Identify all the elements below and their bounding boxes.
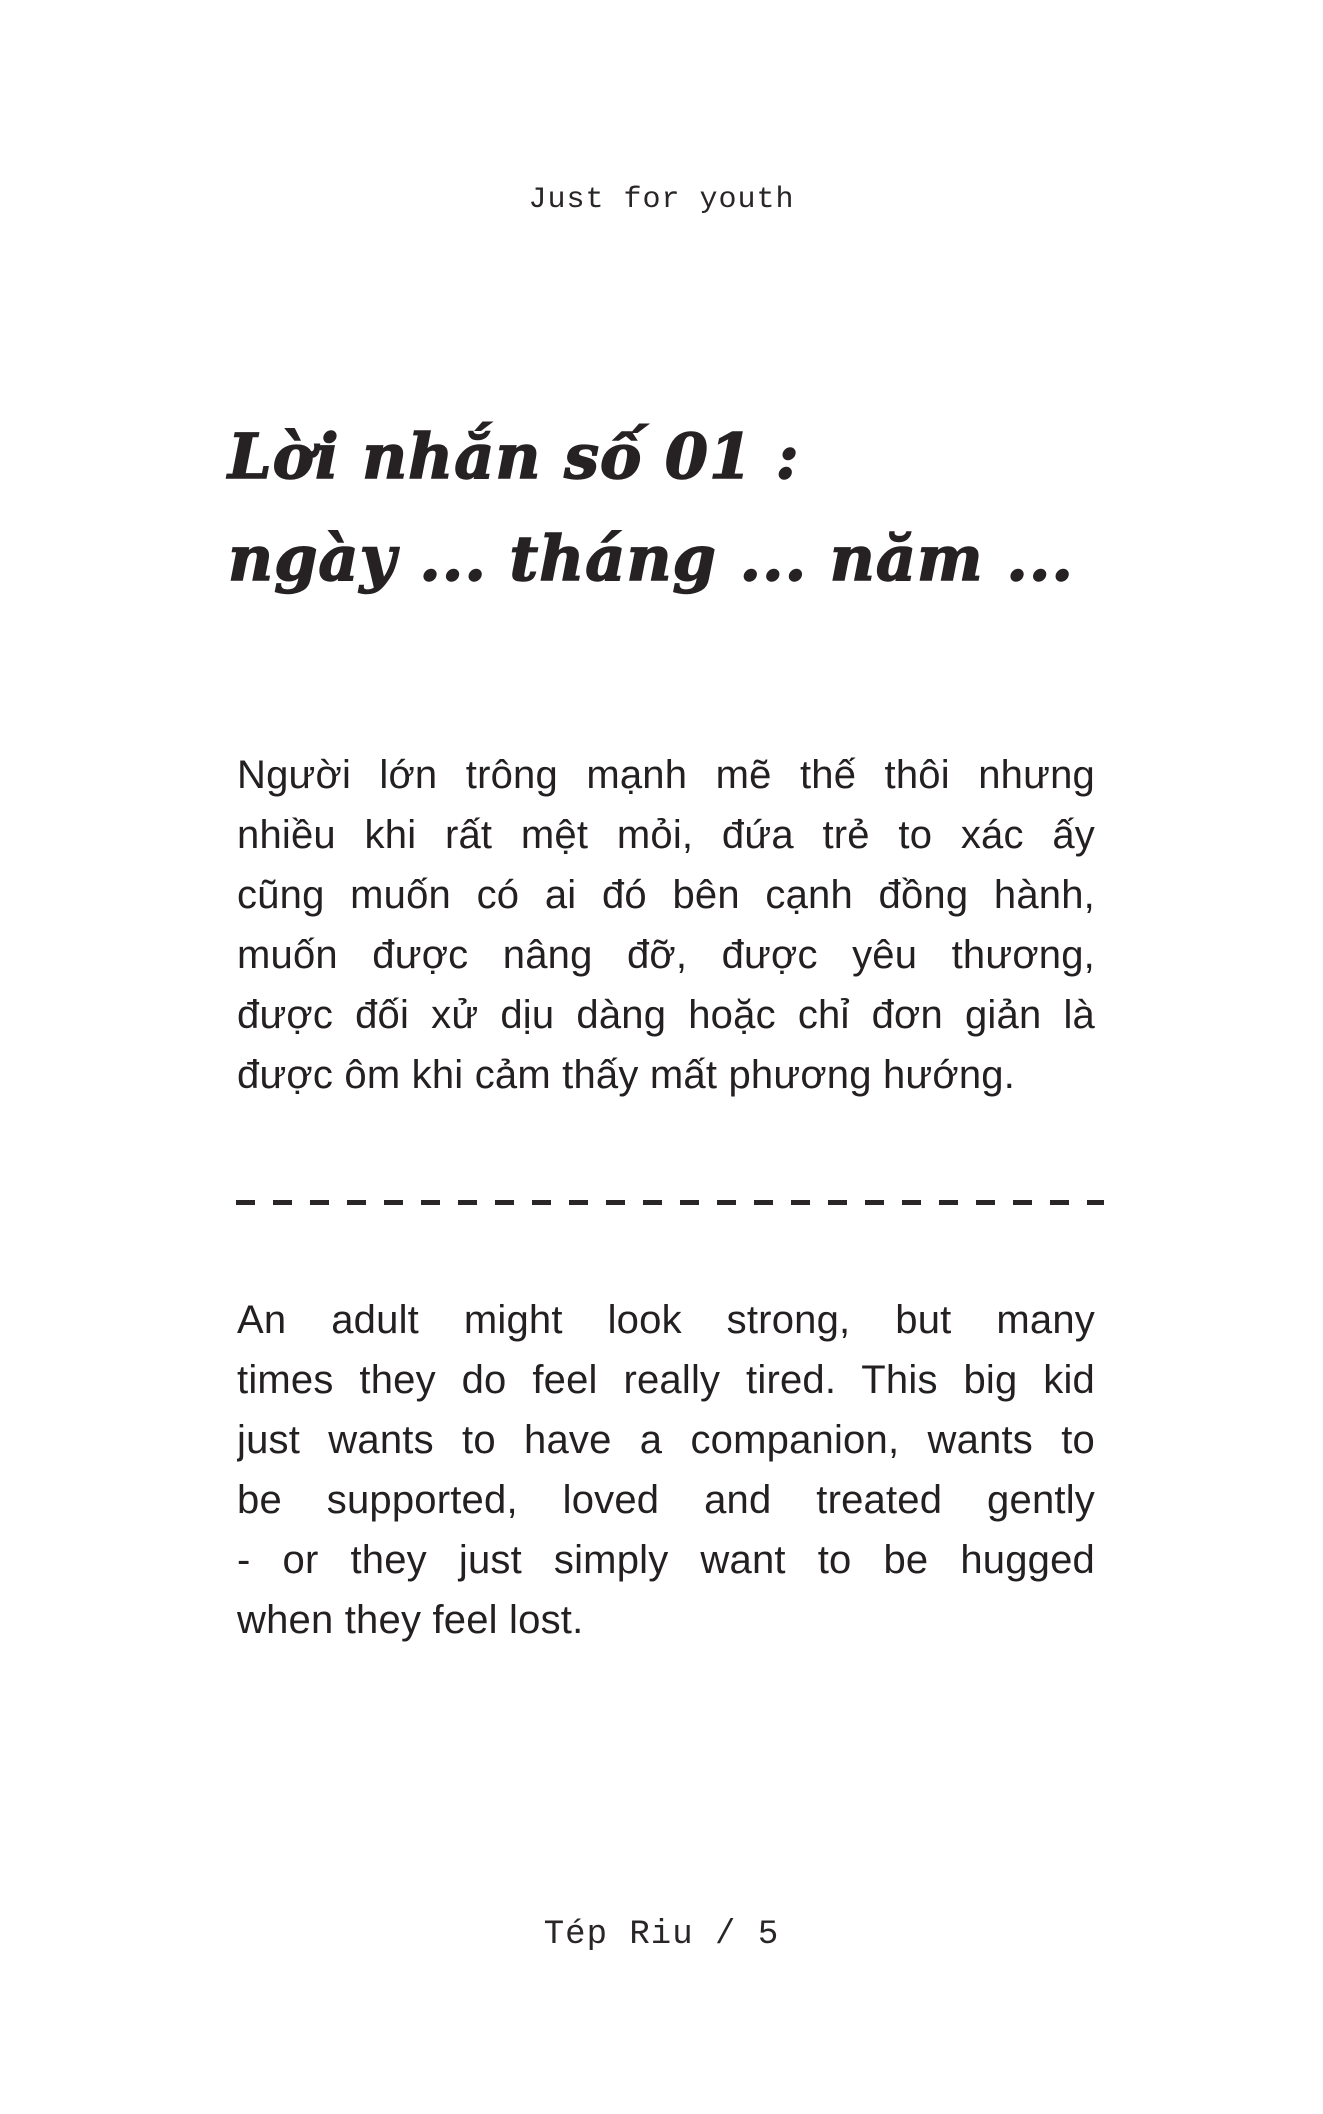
letter-title-line2: ngày ... tháng ... năm ... <box>228 522 1074 596</box>
paragraph-vi-line: được ôm khi cảm thấy mất phương hướng. <box>237 1053 1016 1097</box>
paragraph-vi-line: muốn được nâng đỡ, được yêu thương, <box>237 933 1095 977</box>
paragraph-vietnamese <box>237 745 1095 1105</box>
paragraph-vi-line: nhiều khi rất mệt mỏi, đứa trẻ to xác ấy <box>237 813 1095 857</box>
letter-title-line1: Lời nhắn số 01 : <box>228 420 800 493</box>
paragraph-en-line: be supported, loved and treated gently <box>237 1478 1095 1522</box>
paragraph-vi-line: Người lớn trông mạnh mẽ thế thôi nhưng <box>237 753 1095 797</box>
paragraph-english <box>237 1290 1095 1650</box>
running-header: Just for youth <box>528 183 795 217</box>
paragraph-en-line: - or they just simply want to be hugged <box>237 1538 1095 1582</box>
dashed-divider <box>236 1200 1104 1205</box>
paragraph-vi-line: được đối xử dịu dàng hoặc chỉ đơn giản là <box>237 993 1095 1037</box>
paragraph-en-line: just wants to have a companion, wants to <box>237 1418 1095 1462</box>
paragraph-en-line: when they feel lost. <box>237 1598 584 1642</box>
paragraph-vi-line: cũng muốn có ai đó bên cạnh đồng hành, <box>237 873 1095 917</box>
paragraph-en-line: times they do feel really tired. This big kid <box>237 1358 1095 1402</box>
page-footer: Tép Riu / 5 <box>543 1916 780 1954</box>
paragraph-en-line: An adult might look strong, but many <box>237 1298 1095 1342</box>
letter-title <box>228 420 1148 597</box>
